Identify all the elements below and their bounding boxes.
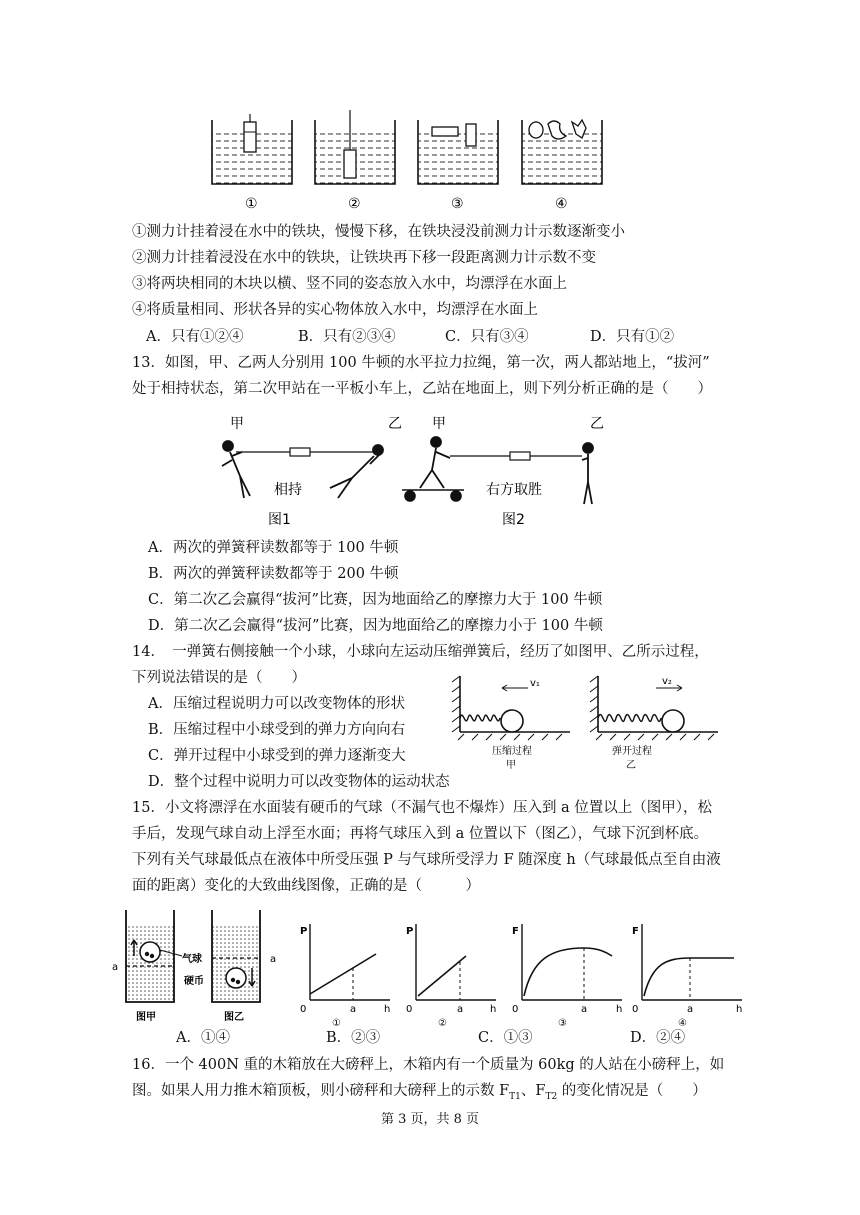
graph-4-y-label: F [632,926,639,937]
velocity-v1: v₁ [530,678,540,689]
person-jia-2 [420,437,450,488]
q16-sub-t2: T2 [545,1091,558,1102]
q14-option-a[interactable]: A．压缩过程说明力可以改变物体的形状 [148,696,405,712]
cart [402,490,464,501]
graph-3-origin: 0 [512,1004,519,1015]
fig-yi-caption: 弹开过程 [612,746,652,757]
q13-option-c[interactable]: C．第二次乙会赢得“拔河”比赛，因为地面给乙的摩擦力大于 100 牛顿 [148,592,603,608]
beaker-1-label: ① [245,196,258,212]
q14-stem-line-1: 14． 一弹簧右侧接触一个小球，小球向左运动压缩弹簧后，经历了如图甲、乙所示过程， [132,644,709,660]
graph-4 [630,920,750,1030]
q12-option-d[interactable]: D．只有①② [590,329,675,345]
q13-stem-line-1: 13．如图，甲、乙两人分别用 100 牛顿的水平拉力拉绳，第一次，两人都站地上，“拔河” [132,355,710,371]
q13-tug-of-war-figure [210,412,630,537]
spring-yi [590,676,718,771]
fig1-state-label: 相持 [274,482,302,498]
q16-sep: 、F [520,1083,546,1099]
a-label-right: a [270,954,277,965]
graph-3-y-label: F [512,926,519,937]
graph-1 [298,920,398,1030]
caption-jia: 图甲 [136,1012,156,1023]
beaker-2 [315,110,395,184]
fig1-right-label: 乙 [388,416,402,432]
q15-stem-line-2: 手后，发现气球自动上浮至水面；再将气球压入到 a 位置以下（图乙），气球下沉到杯底。 [132,826,709,842]
beaker-3-label: ③ [451,196,464,212]
q14-option-b[interactable]: B．压缩过程中小球受到的弹力方向向右 [148,722,406,738]
q16-line-2-text: 图。如果人用力推木箱顶板，则小磅秤和大磅秤上的示数 F [132,1083,510,1099]
q13-option-a[interactable]: A．两次的弹簧秤读数都等于 100 牛顿 [148,540,399,556]
q12-option-c[interactable]: C．只有③④ [445,329,529,345]
q12-statement-2: ②测力计挂着浸没在水中的铁块，让铁块再下移一段距离测力计示数不变 [132,250,596,266]
q12-beakers-figure [200,110,620,220]
graph-3 [510,920,630,1030]
q12-option-b[interactable]: B．只有②③④ [298,329,396,345]
q12-statement-1: ①测力计挂着浸在水中的铁块，慢慢下移，在铁块浸没前测力计示数逐渐变小 [132,224,625,240]
fig2-right-label: 乙 [590,416,604,432]
person-yi-2 [582,443,593,504]
beaker-jia [126,910,174,1002]
beaker-yi [212,910,260,1002]
q13-option-d[interactable]: D．第二次乙会赢得“拔河”比赛，因为地面给乙的摩擦力小于 100 牛顿 [148,618,603,634]
q15-option-c[interactable]: C．①③ [478,1030,533,1046]
velocity-v2: v₂ [662,676,672,687]
graph-1-a: a [350,1004,357,1015]
beaker-3 [418,120,498,184]
graph-4-a: a [687,1004,694,1015]
graph-2-x-label: h [490,1004,497,1015]
fig2-caption: 图2 [502,512,525,528]
q12-option-a[interactable]: A．只有①②④ [146,329,244,345]
q15-option-d[interactable]: D．②④ [630,1030,686,1046]
fig-yi-sub: 乙 [626,760,636,771]
q13-option-b[interactable]: B．两次的弹簧秤读数都等于 200 牛顿 [148,566,399,582]
beaker-2-label: ② [348,196,361,212]
graph-1-y-label: P [300,926,308,937]
q12-statement-3: ③将两块相同的木块以横、竖不同的姿态放入水中，均漂浮在水面上 [132,276,567,292]
fig1-caption: 图1 [268,512,291,528]
graph-2-origin: 0 [406,1004,413,1015]
person-jia-1 [222,441,250,498]
q15-stem-line-3: 下列有关气球最低点在液体中所受压强 P 与气球所受浮力 F 随深度 h（气球最低点至自由液 [132,852,721,868]
graph-2-number: ② [438,1018,447,1029]
graph-4-origin: 0 [632,1004,639,1015]
graph-3-x-label: h [616,1004,623,1015]
beaker-4 [522,120,602,184]
beaker-1 [212,114,292,184]
fig2-state-label: 右方取胜 [486,482,542,498]
q15-option-b[interactable]: B．②③ [326,1030,381,1046]
q16-tail: 的变化情况是（ ） [557,1083,707,1099]
balloon-label: 气球 [182,954,202,965]
graph-2-a: a [457,1004,464,1015]
fig1-left-label: 甲 [230,416,244,432]
spring-jia [452,676,570,771]
q15-stem-line-1: 15．小文将漂浮在水面装有硬币的气球（不漏气也不爆炸）压入到 a 位置以上（图甲），松 [132,800,713,816]
beaker-4-label: ④ [555,196,568,212]
q16-line-2 [132,1081,707,1107]
q15-balloon-beakers [108,906,288,1026]
fig-jia-sub: 甲 [506,760,516,771]
q14-option-c[interactable]: C．弹开过程中小球受到的弹力逐渐变大 [148,748,406,764]
page-footer: 第 3 页，共 8 页 [380,1112,480,1127]
person-yi-1 [330,445,383,498]
graph-2-y-label: P [406,926,414,937]
graph-1-number: ① [332,1018,341,1029]
coin-label: 硬币 [184,976,204,987]
q15-stem-line-4: 面的距离）变化的大致曲线图像，正确的是（ ） [132,878,480,894]
q14-spring-figure [448,672,728,772]
q15-option-a[interactable]: A．①④ [176,1030,230,1046]
fig2-left-label: 甲 [432,416,446,432]
graph-4-number: ④ [678,1018,687,1029]
q16-line-1: 16．一个 400N 重的木箱放在大磅秤上，木箱内有一个质量为 60kg 的人站在小磅秤上，如 [132,1057,725,1073]
q14-option-d[interactable]: D．整个过程中说明力可以改变物体的运动状态 [148,774,450,790]
q12-statement-4: ④将质量相同、形状各异的实心物体放入水中，均漂浮在水面上 [132,302,538,318]
graph-1-x-label: h [384,1004,391,1015]
q16-sub-t1: T1 [509,1091,521,1102]
caption-yi: 图乙 [224,1012,244,1023]
graph-2 [404,920,504,1030]
graph-1-origin: 0 [300,1004,307,1015]
q13-stem-line-2: 处于相持状态，第二次甲站在一平板小车上，乙站在地面上，则下列分析正确的是（ ） [132,381,712,397]
graph-3-number: ③ [558,1018,567,1029]
graph-4-x-label: h [736,1004,743,1015]
fig-jia-caption: 压缩过程 [492,746,532,757]
q14-stem-line-2: 下列说法错误的是（ ） [132,670,306,686]
graph-3-a: a [581,1004,588,1015]
a-label-left: a [112,962,119,973]
